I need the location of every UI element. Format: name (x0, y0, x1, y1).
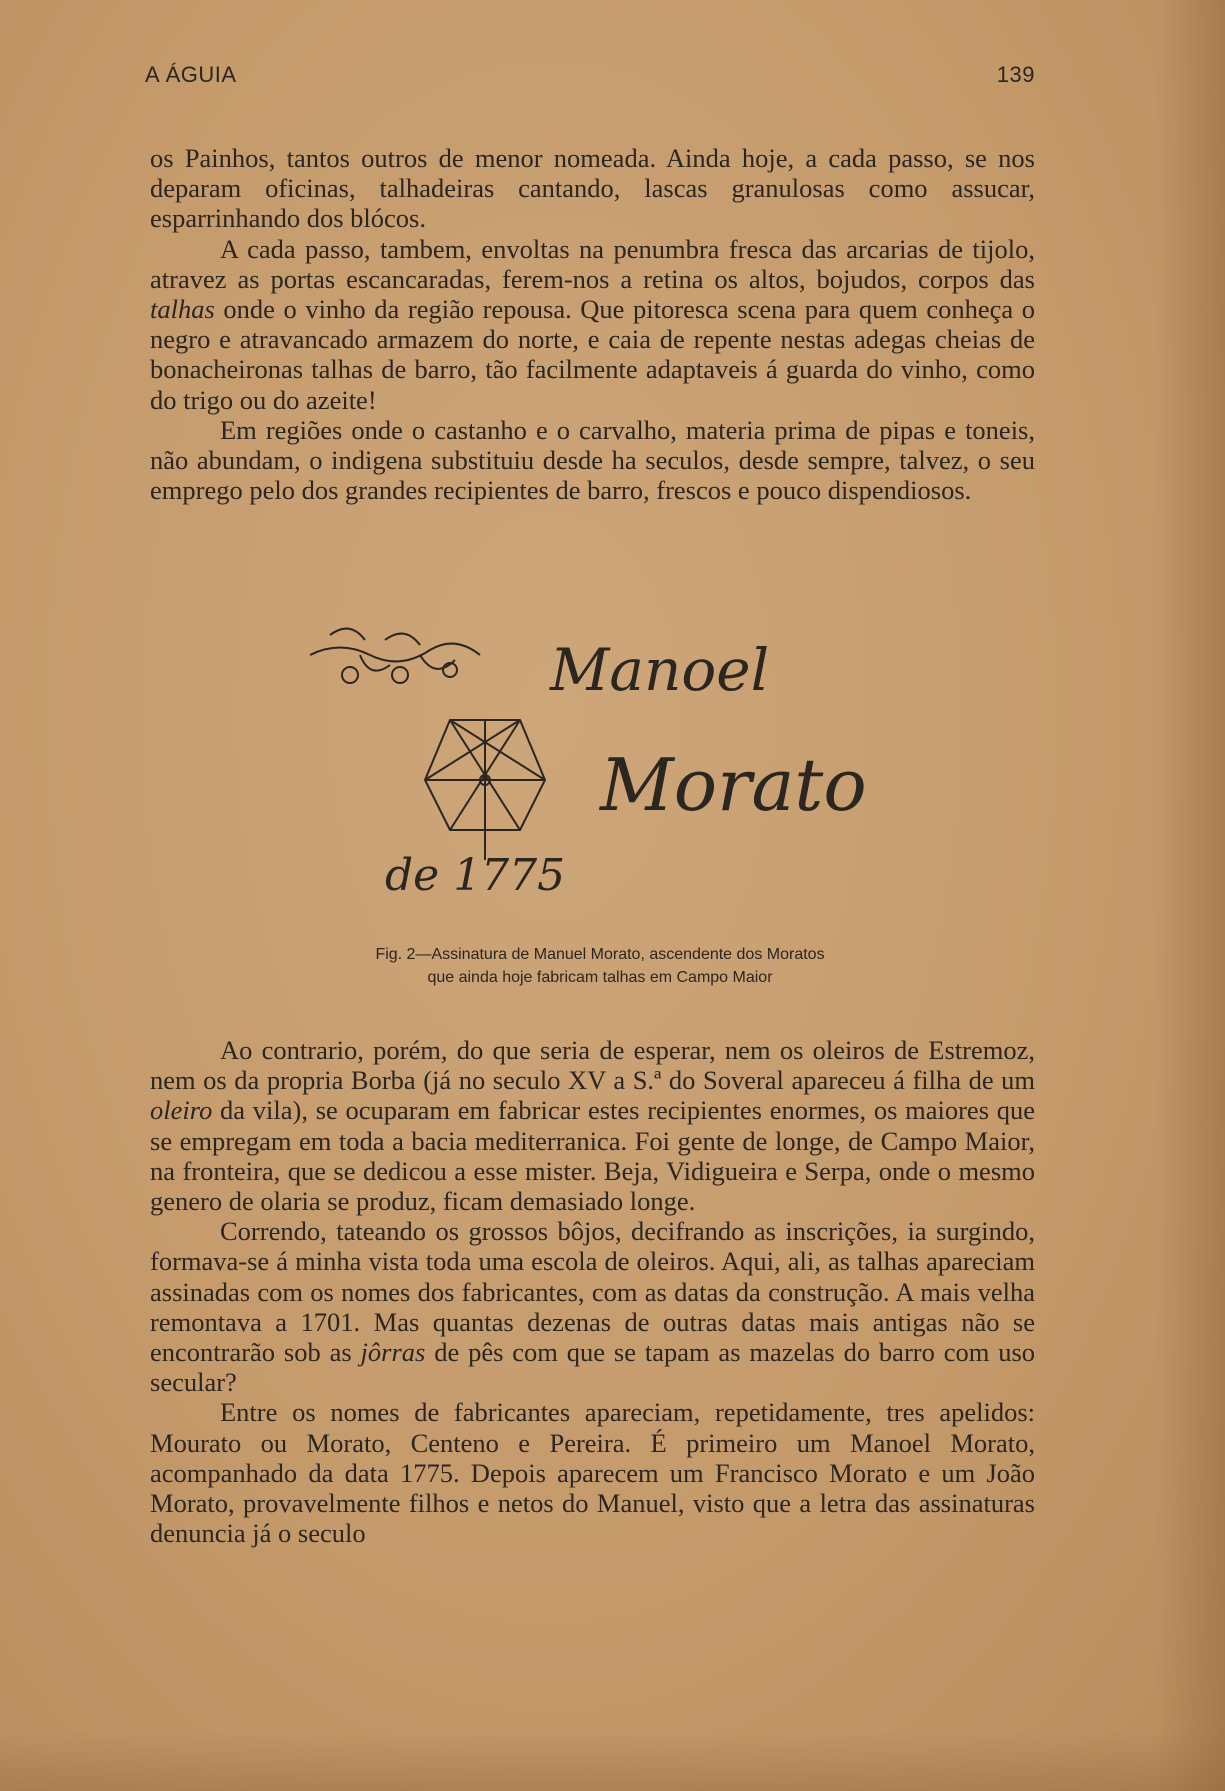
paragraph: Em regiões onde o castanho e o carvalho, materia prima de pipas e toneis, não abundam, o indigena substituiu desde ha seculos, desde sempre, talvez, o seu emprego pelo dos grandes recipientes de barro, frescos e pouco dispendiosos. (150, 414, 1035, 506)
paragraph: A cada passo, tambem, envoltas na penumbra fresca das arcarias de tijolo, atravez as portas escancaradas, ferem-nos a retina os altos, bojudos, corpos das talhas onde o vinho da região repousa. Que pitoresca scena para quem conheça o negro e atravancado armazem do norte, e caia de repente nestas adegas cheias de bonacheironas talhas de barro, tão facilmente adaptaveis á guarda do vinho, como do trigo ou do azeite! (150, 233, 1035, 415)
caption-line: Fig. 2—Assinatura de Manuel Morato, ascendente dos Moratos (375, 946, 825, 963)
signature-date: de 1775 (385, 850, 566, 901)
emphasis: oleiro (150, 1095, 213, 1126)
emphasis: jôrras (360, 1337, 426, 1368)
star-seal (425, 720, 545, 860)
page-bottom-shadow (0, 1731, 1225, 1791)
signature-first-name: Manoel (550, 636, 770, 704)
paragraph: Correndo, tateando os grossos bôjos, decifrando as inscrições, ia surgindo, formava-se á minha vista toda uma escola de oleiros. Aqui, ali, as talhas apareciam assinadas com os nomes dos fabricantes, com as datas da construção. A mais velha remontava a 1701. Mas quantas dezenas de outras datas mais antigas não se encontrarão sob as jôrras de pês com que se tapam as mazelas do barro com uso secular? (150, 1216, 1036, 1398)
signature-drawing (290, 620, 890, 920)
page-number: 139 (996, 62, 1035, 87)
page-edge-shadow (1155, 0, 1225, 1791)
caption-line: que ainda hoje fabricam talhas em Campo Maior (427, 969, 773, 986)
flourish-ornament (310, 629, 480, 683)
emphasis: talhas (150, 294, 215, 325)
signature-surname: Morato (600, 743, 867, 827)
signature-figure (290, 620, 890, 920)
figure-caption (180, 943, 1020, 989)
paragraph: os Painhos, tantos outros de menor nomeada. Ainda hoje, a cada passo, se nos deparam oficinas, talhadeiras cantando, lascas granulosas como assucar, esparrinhando dos blócos. (150, 143, 1035, 234)
journal-title: A ÁGUIA (145, 62, 237, 87)
text-block-bottom (150, 1035, 1035, 1548)
paragraph: Entre os nomes de fabricantes apareciam, repetidamente, tres apelidos: Mourato ou Morato, Centeno e Pereira. É primeiro um Manoel Morato, acompanhado da data 1775. Depois aparecem um Francisco Morato e um João Morato, provavelmente filhos e netos do Manuel, visto que a letra das assinaturas denuncia já o seculo (150, 1397, 1035, 1549)
text-block-top (150, 143, 1035, 505)
paragraph: Ao contrario, porém, do que seria de esperar, nem os oleiros de Estremoz, nem os da propria Borba (já no seculo XV a S.ª do Soveral apareceu á filha de um oleiro da vila), se ocuparam em fabricar estes recipientes enormes, os maiores que se empregam em toda a bacia mediterranica. Foi gente de longe, de Campo Maior, na fronteira, que se dedicou a esse mister. Beja, Vidigueira e Serpa, onde o mesmo genero de olaria se produz, ficam demasiado longe. (150, 1035, 1035, 1217)
